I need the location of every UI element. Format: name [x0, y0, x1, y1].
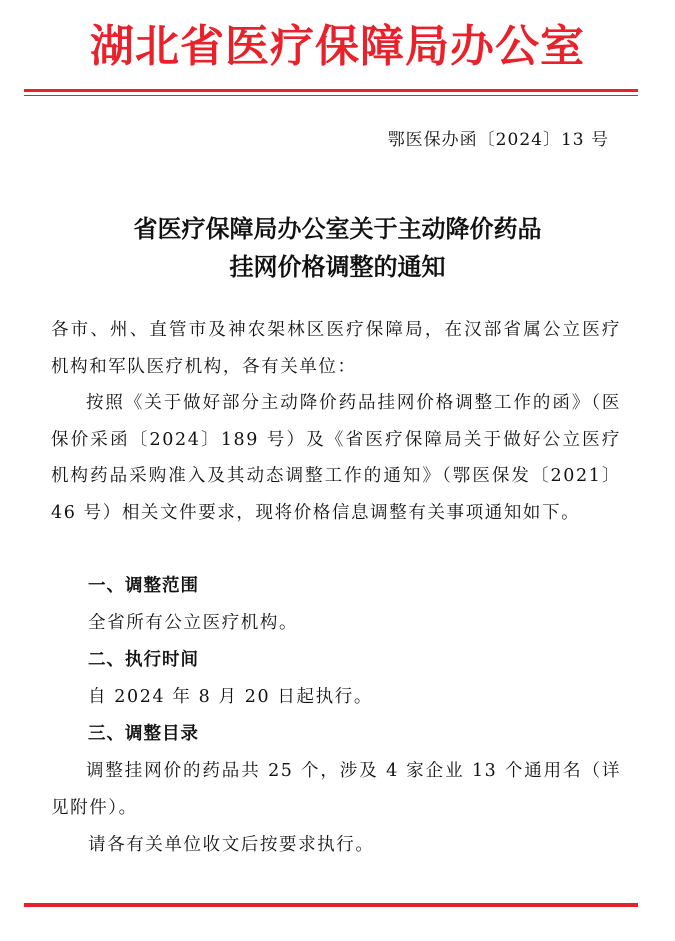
body-intro — [51, 312, 621, 531]
section-2-heading: 二、执行时间 — [88, 650, 199, 670]
footer-divider-thick — [24, 904, 638, 907]
header-divider-thin — [24, 95, 638, 96]
section-3-text: 调整挂网价的药品共 25 个，涉及 4 家企业 13 个通用名（详见附件）。 — [51, 761, 621, 818]
section-3-body — [51, 753, 621, 826]
document-title — [0, 210, 675, 286]
header-divider — [24, 89, 638, 96]
closing-text: 请各有关单位收文后按要求执行。 — [88, 835, 375, 855]
addressee: 各市、州、直管市及神农架林区医疗保障局，在汉部省属公立医疗机构和军队医疗机构，各有关单位： — [51, 320, 621, 377]
office-name-header: 湖北省医疗保障局办公室 — [90, 21, 585, 72]
document-title-line1: 省医疗保障局办公室关于主动降价药品 — [133, 215, 542, 243]
intro-paragraph: 按照《关于做好部分主动降价药品挂网价格调整工作的函》（医保价采函〔2024〕189 号）及《省医疗保障局关于做好公立医疗机构药品采购准入及其动态调整工作的通知》（鄂医保发〔2021〕46 号）相关文件要求，现将价格信息调整有关事项通知如下。 — [51, 393, 621, 523]
section-3-heading: 三、调整目录 — [88, 724, 199, 744]
document-number: 鄂医保办函〔2024〕13 号 — [387, 130, 609, 150]
document-title-line2: 挂网价格调整的通知 — [229, 253, 446, 281]
section-2-text: 自 2024 年 8 月 20 日起执行。 — [88, 687, 373, 707]
section-1-text: 全省所有公立医疗机构。 — [88, 613, 299, 633]
section-1-heading: 一、调整范围 — [88, 576, 199, 596]
footer-divider — [24, 900, 638, 907]
header-divider-thick — [24, 89, 638, 92]
